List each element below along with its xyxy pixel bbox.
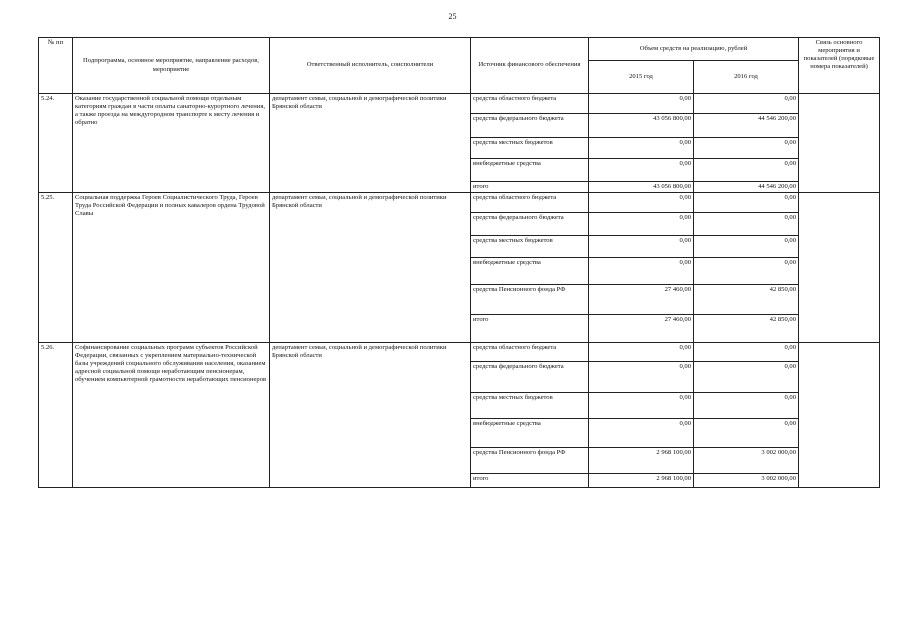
row-link	[799, 193, 880, 343]
header-year-2015: 2015 год	[589, 61, 694, 94]
table-row	[39, 343, 880, 362]
row-link	[799, 94, 880, 193]
value-2015: 27 460,00	[589, 285, 694, 315]
value-2016: 0,00	[694, 94, 799, 114]
source-label: средства местных бюджетов	[471, 236, 589, 258]
table-row	[39, 94, 880, 114]
value-2015: 2 968 100,00	[589, 448, 694, 474]
header-subprogram: Подпрограмма, основное мероприятие, направление расходов, мероприятие	[73, 38, 270, 94]
header-executor: Ответственный исполнитель, соисполнители	[270, 38, 471, 94]
value-2015: 0,00	[589, 258, 694, 285]
source-label: итого	[471, 182, 589, 193]
value-2015: 0,00	[589, 159, 694, 182]
value-2016: 42 850,00	[694, 315, 799, 343]
value-2016: 0,00	[694, 193, 799, 213]
header-volume: Объем средств на реализацию, рублей	[589, 38, 799, 61]
source-label: внебюджетные средства	[471, 159, 589, 182]
value-2016: 0,00	[694, 393, 799, 419]
value-2016: 0,00	[694, 258, 799, 285]
header-no: № пп	[39, 38, 73, 94]
row-number: 5.24.	[39, 94, 73, 193]
source-label: итого	[471, 315, 589, 343]
value-2016: 0,00	[694, 159, 799, 182]
row-executor: департамент семьи, социальной и демографической политики Брянской области	[270, 193, 471, 343]
header-link: Связь основного мероприятия и показателей (порядковые номера показателей)	[799, 38, 880, 94]
source-label: средства местных бюджетов	[471, 138, 589, 159]
value-2016: 44 546 200,00	[694, 114, 799, 138]
value-2016: 3 002 000,00	[694, 474, 799, 488]
value-2016: 0,00	[694, 343, 799, 362]
value-2016: 0,00	[694, 362, 799, 393]
row-name: Софинансирование социальных программ субъектов Российской Федерации, связанных с укреплением материально-технической базы учреждений социального обслуживания населения, оказанием адресной социальной помощи неработающим пенсионерам, обучением компьютерной грамотности неработающих пенсионеров	[73, 343, 270, 488]
value-2016: 42 850,00	[694, 285, 799, 315]
value-2016: 0,00	[694, 236, 799, 258]
page-number: 25	[448, 12, 457, 21]
value-2016: 0,00	[694, 213, 799, 236]
financing-table	[38, 37, 880, 488]
value-2016: 0,00	[694, 419, 799, 448]
table-row	[39, 193, 880, 213]
value-2015: 43 056 800,00	[589, 114, 694, 138]
header-year-2016: 2016 год	[694, 61, 799, 94]
value-2015: 2 968 100,00	[589, 474, 694, 488]
value-2015: 0,00	[589, 236, 694, 258]
value-2015: 0,00	[589, 94, 694, 114]
value-2015: 43 056 800,00	[589, 182, 694, 193]
source-label: средства Пенсионного фонда РФ	[471, 448, 589, 474]
value-2015: 0,00	[589, 213, 694, 236]
source-label: средства областного бюджета	[471, 193, 589, 213]
value-2015: 0,00	[589, 193, 694, 213]
row-link	[799, 343, 880, 488]
value-2015: 27 460,00	[589, 315, 694, 343]
source-label: итого	[471, 474, 589, 488]
value-2015: 0,00	[589, 343, 694, 362]
source-label: средства федерального бюджета	[471, 213, 589, 236]
source-label: внебюджетные средства	[471, 419, 589, 448]
source-label: средства Пенсионного фонда РФ	[471, 285, 589, 315]
value-2015: 0,00	[589, 393, 694, 419]
row-number: 5.25.	[39, 193, 73, 343]
source-label: средства федерального бюджета	[471, 114, 589, 138]
row-executor: департамент семьи, социальной и демографической политики Брянской области	[270, 94, 471, 193]
row-number: 5.26.	[39, 343, 73, 488]
value-2015: 0,00	[589, 362, 694, 393]
value-2016: 44 546 200,00	[694, 182, 799, 193]
source-label: средства местных бюджетов	[471, 393, 589, 419]
source-label: средства федерального бюджета	[471, 362, 589, 393]
value-2016: 0,00	[694, 138, 799, 159]
value-2015: 0,00	[589, 419, 694, 448]
row-executor: департамент семьи, социальной и демографической политики Брянской области	[270, 343, 471, 488]
row-name: Оказание государственной социальной помощи отдельным категориям граждан в части оплаты санаторно-курортного лечения, а также проезда на междугородном транспорте к месту лечения и обратно	[73, 94, 270, 193]
source-label: внебюджетные средства	[471, 258, 589, 285]
value-2016: 3 002 000,00	[694, 448, 799, 474]
source-label: средства областного бюджета	[471, 343, 589, 362]
header-source: Источник финансового обеспечения	[471, 38, 589, 94]
source-label: средства областного бюджета	[471, 94, 589, 114]
value-2015: 0,00	[589, 138, 694, 159]
row-name: Социальная поддержка Героев Социалистического Труда, Героев Труда Российской Федерации и полных кавалеров ордена Трудовой Славы	[73, 193, 270, 343]
